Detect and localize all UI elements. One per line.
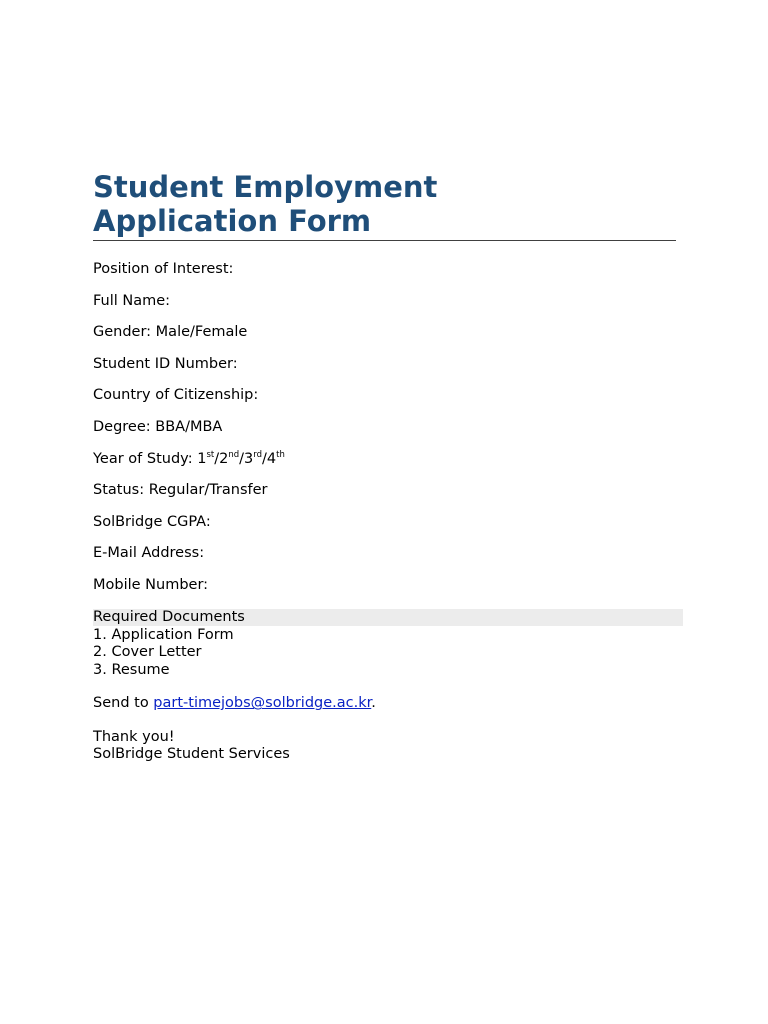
- closing: [93, 729, 683, 762]
- year-3: /3: [239, 450, 254, 467]
- field-full-name: Full Name:: [93, 292, 171, 309]
- signature-text: SolBridge Student Services: [93, 745, 290, 762]
- list-item: 1. Application Form: [93, 626, 234, 643]
- year-4: /4: [262, 450, 277, 467]
- year-2-suffix: nd: [228, 449, 240, 460]
- required-documents-heading: Required Documents: [93, 609, 683, 626]
- field-gender: Gender: Male/Female: [93, 324, 248, 341]
- document-page: [93, 170, 683, 762]
- field-status: Status: Regular/Transfer: [93, 482, 268, 499]
- field-year-of-study: [93, 449, 683, 469]
- field-mobile: Mobile Number:: [93, 576, 209, 593]
- title-underline: [93, 240, 676, 241]
- field-degree: Degree: BBA/MBA: [93, 418, 223, 435]
- title-line-2: Application Form: [93, 204, 372, 238]
- title-line-1: Student Employment: [93, 170, 438, 204]
- email-link[interactable]: part-timejobs@solbridge.ac.kr: [153, 695, 372, 712]
- thanks-text: Thank you!: [93, 729, 175, 746]
- send-instruction: [93, 695, 683, 712]
- field-student-id: Student ID Number:: [93, 355, 238, 372]
- send-suffix: .: [371, 695, 376, 712]
- field-cgpa: SolBridge CGPA:: [93, 513, 211, 530]
- list-item: 2. Cover Letter: [93, 644, 202, 661]
- year-prefix: Year of Study:: [93, 450, 198, 467]
- field-position: Position of Interest:: [93, 261, 234, 277]
- required-documents-list: [93, 627, 683, 680]
- form-fields: [93, 259, 683, 595]
- year-1: 1: [197, 450, 207, 467]
- year-3-suffix: rd: [253, 449, 262, 460]
- year-2: /2: [214, 450, 229, 467]
- page-title: [93, 170, 683, 238]
- send-prefix: Send to: [93, 695, 154, 712]
- field-country: Country of Citizenship:: [93, 387, 259, 404]
- list-item: 3. Resume: [93, 661, 170, 678]
- field-email: E-Mail Address:: [93, 545, 205, 562]
- year-1-suffix: st: [206, 449, 215, 460]
- year-4-suffix: th: [276, 449, 285, 460]
